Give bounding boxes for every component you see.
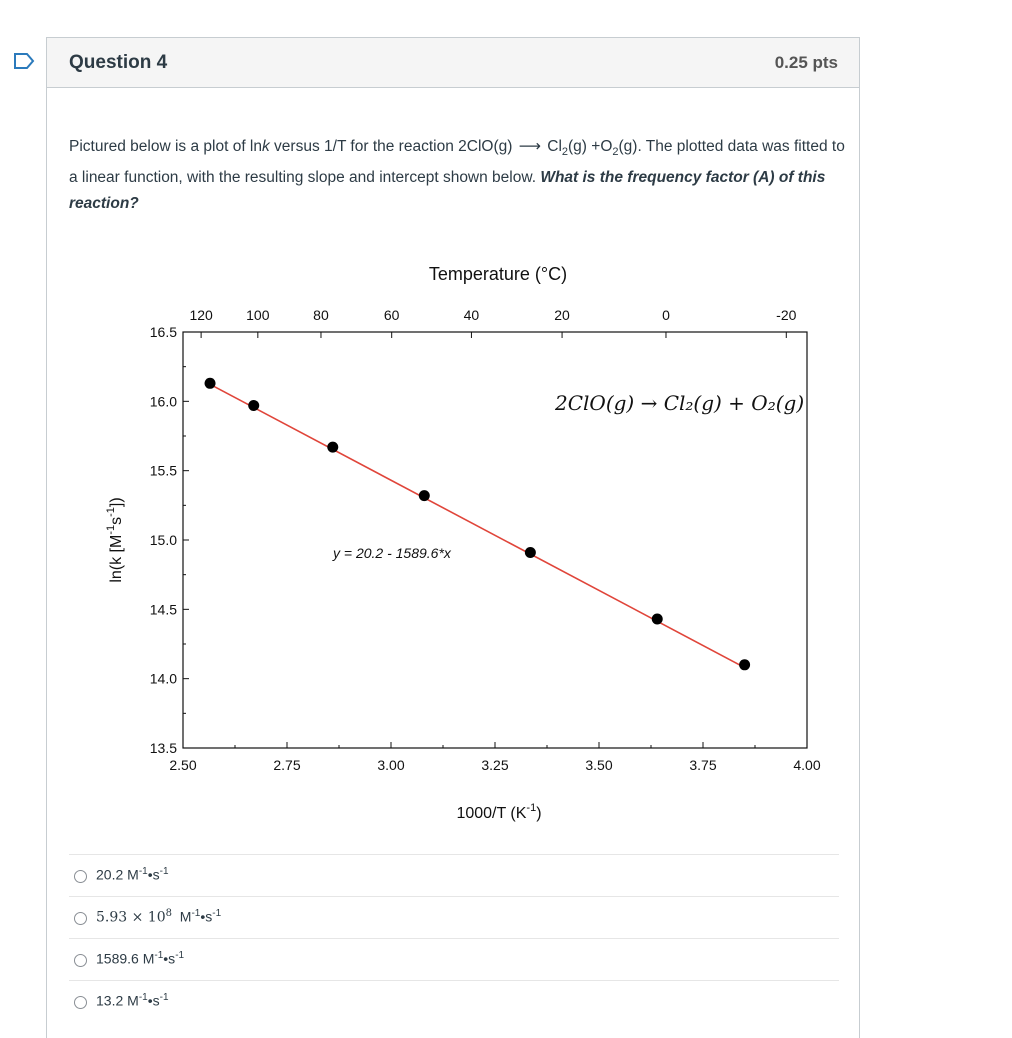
arrhenius-chart — [103, 260, 833, 840]
top-tick-label: 100 — [246, 307, 270, 323]
top-tick-label: -20 — [776, 307, 797, 323]
answer-text: 1589.6 $M^{-1}•s^{-1}$ — [96, 950, 185, 967]
answer-option-1[interactable] — [69, 854, 839, 896]
y-axis-label: ln(k $[M^{-1}s^{-1}]$) — [105, 497, 125, 583]
radio-button[interactable] — [74, 870, 87, 883]
y-tick-label: 14.5 — [149, 601, 177, 618]
answer-text: $5.93 \times 10^8$ $M^{-1}•s^{-1}$ — [96, 908, 222, 926]
question-card — [46, 37, 860, 1038]
x-tick-label: 2.75 — [273, 757, 301, 773]
data-point — [248, 400, 259, 411]
x-tick-label: 2.50 — [169, 757, 197, 773]
data-point — [739, 659, 750, 670]
answer-text: 20.2 $M^{-1}•s^{-1}$ — [96, 866, 169, 883]
answer-option-2[interactable] — [69, 896, 839, 938]
top-tick-label: 40 — [463, 307, 480, 323]
reaction-label: 2ClO(g) → Cl₂(g) + O₂(g) — [555, 391, 805, 415]
y-tick-label: 13.5 — [149, 740, 177, 756]
top-tick-label: 120 — [189, 307, 213, 323]
x-tick-label: 3.25 — [481, 757, 509, 773]
x-tick-label: 3.00 — [377, 757, 405, 773]
x-tick-label: 3.50 — [585, 757, 613, 773]
data-point — [327, 442, 338, 453]
top-tick-label: 60 — [383, 307, 400, 323]
top-tick-label: 20 — [554, 307, 570, 323]
question-header — [47, 38, 859, 88]
data-point — [205, 378, 216, 389]
x-tick-label: 3.75 — [689, 757, 717, 773]
radio-button[interactable] — [74, 954, 87, 967]
y-tick-label: 15.5 — [149, 462, 177, 479]
chart-top-axis-title: Temperature (°C) — [428, 264, 568, 284]
fit-line — [210, 384, 745, 667]
question-title: Question 4 — [69, 52, 168, 73]
data-point — [652, 614, 663, 625]
y-tick-label: 15.0 — [149, 532, 177, 548]
question-points: 0.25 pts — [774, 53, 838, 72]
x-tick-label: 4.00 — [793, 757, 821, 773]
question-ask: What is the frequency factor (A) of this reaction? — [69, 169, 826, 213]
answer-text: 13.2 $M^{-1}•s^{-1}$ — [96, 992, 169, 1009]
flag-question-icon[interactable] — [13, 52, 35, 70]
x-axis-label: 1000/T $(K^{-1})$ — [456, 802, 542, 822]
data-point — [525, 547, 536, 558]
top-tick-label: 0 — [662, 307, 670, 323]
answer-option-4[interactable] — [69, 980, 839, 1022]
y-tick-label: 16.0 — [149, 393, 177, 410]
fit-equation-label: y = 20.2 - 1589.6*x — [333, 545, 451, 561]
data-point — [419, 490, 430, 501]
radio-button[interactable] — [74, 912, 87, 925]
y-tick-label: 14.0 — [149, 670, 177, 687]
answer-list — [69, 854, 839, 1022]
question-prompt: Pictured below is a plot of lnk versus 1/T for the reaction 2ClO(g) ⟶ $Cl_2(g) +O_2(g)$. The plotted data was fitted to a linear function, with the resulting slope and intercept shown below. What is the frequency factor (A) of this reaction? — [69, 138, 845, 213]
top-tick-label: 80 — [313, 307, 329, 323]
radio-button[interactable] — [74, 996, 87, 1009]
y-tick-label: 16.5 — [149, 324, 177, 340]
answer-option-3[interactable] — [69, 938, 839, 980]
